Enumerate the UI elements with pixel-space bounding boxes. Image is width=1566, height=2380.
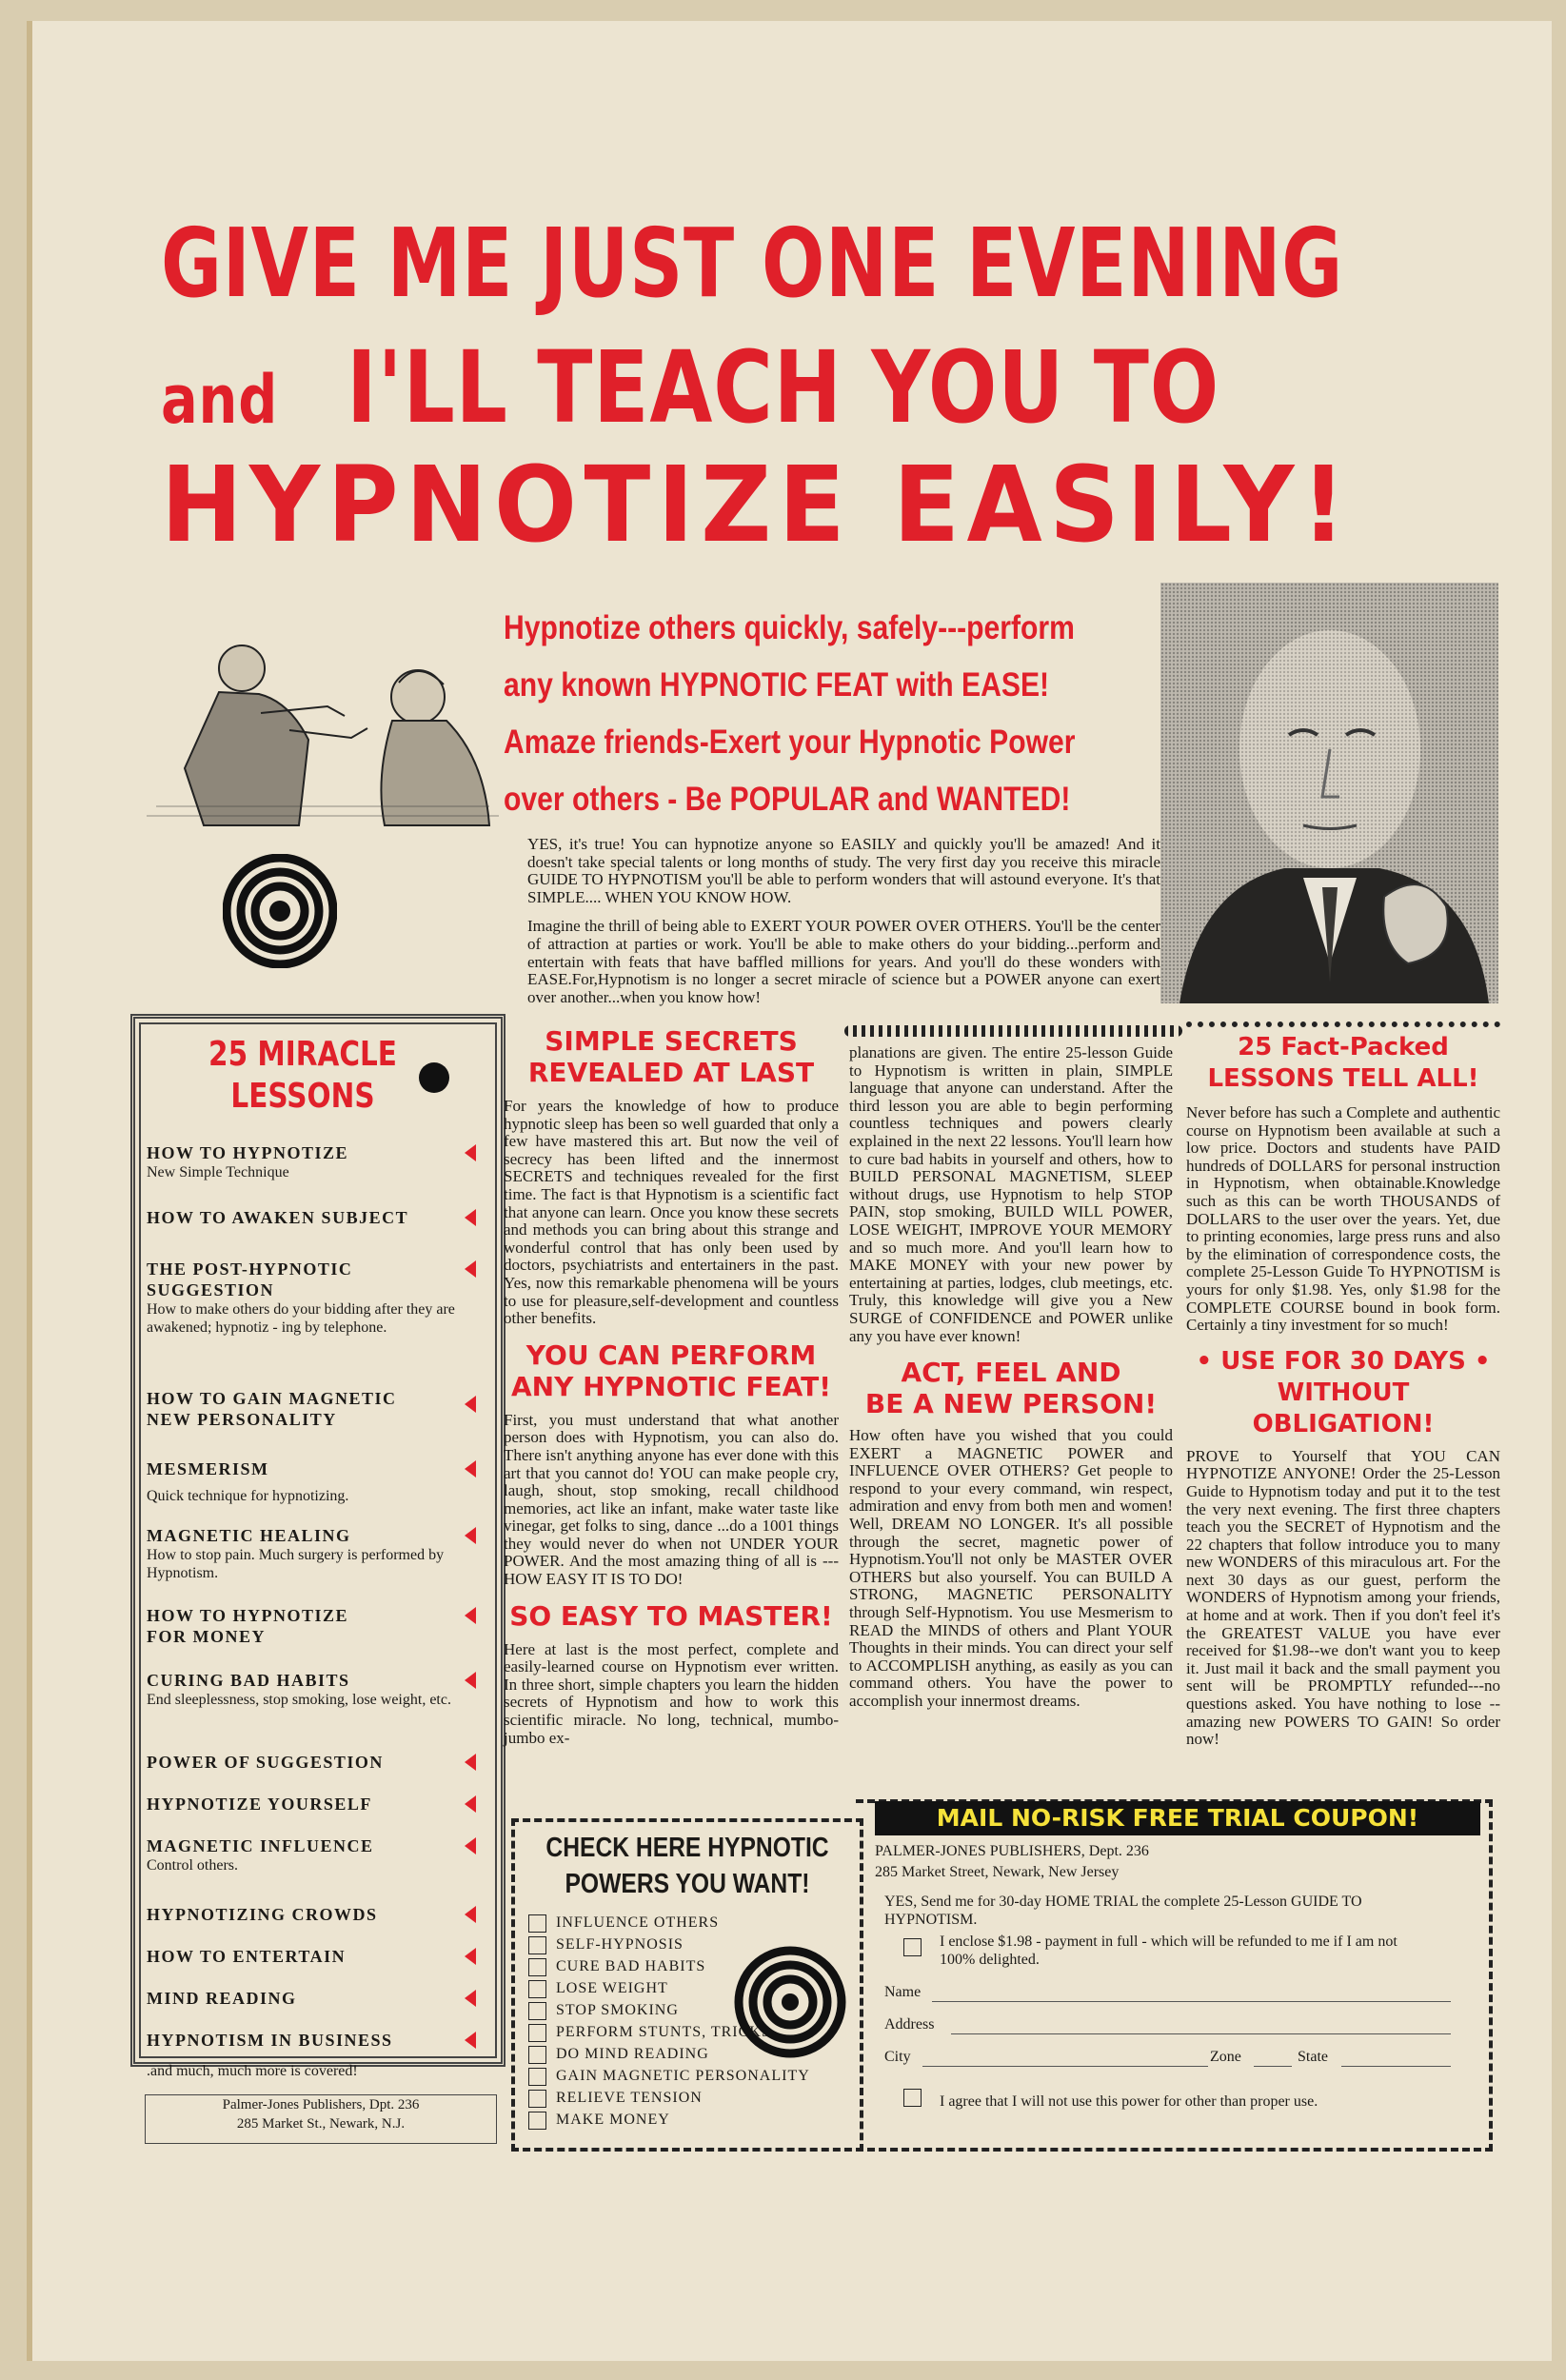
checklist-label: MAKE MONEY	[556, 2112, 670, 2128]
lesson-title: MIND READING	[147, 1989, 297, 2008]
lessons-title	[201, 1034, 404, 1118]
column-3	[1186, 1032, 1500, 1760]
lesson-title: MAGNETIC INFLUENCE	[147, 1836, 374, 1855]
lesson-title: MESMERISM	[147, 1459, 269, 1478]
red-arrow-icon	[465, 2032, 476, 2049]
coupon-address: 285 Market Street, Newark, New Jersey	[875, 1864, 1120, 1880]
checklist-label: GAIN MAGNETIC PERSONALITY	[556, 2068, 810, 2084]
red-arrow-icon	[465, 1260, 476, 1278]
subhead-line: over others - Be POPULAR and WANTED!	[504, 781, 1071, 818]
checklist-label: LOSE WEIGHT	[556, 1980, 668, 1996]
lessons-title-line: 25 MIRACLE	[208, 1035, 397, 1074]
lesson-title: HOW TO AWAKEN SUBJECT	[147, 1208, 409, 1227]
coupon-enclose-text: I enclose $1.98 - payment in full - which will be refunded to me if I am not 100% delighted.	[940, 1934, 1398, 1968]
lesson-item	[147, 1388, 486, 1430]
lessons-footer: .and much, much more is covered!	[147, 2063, 358, 2079]
body-paragraph: PROVE to Yourself that YOU CAN HYPNOTIZE ANYONE! Order the 25-Lesson Guide to Hypnotism today and put it to the test the very next evening. The first three chapters teach you the SECRET of Hypnotism and the 22 chapters that follow introduce you to many new WONDERS of this miraculous art. For the next 30 days as our guest, perform the WONDERS of Hypnotism among your friends, at home and at work. Then if you don't feel it's the GREATEST VALUE you have ever received for $1.98--we don't want you to keep it. Just mail it back and the small payment you sent will be PROMPTLY refunded---no questions asked. You have nothing to lose -- amazing new POWERS TO GAIN! So order now!	[1186, 1446, 1500, 1749]
lesson-desc: New Simple Technique	[147, 1164, 289, 1180]
section-heading: 25 Fact-Packed LESSONS TELL ALL!	[1207, 1033, 1479, 1093]
red-arrow-icon	[465, 1672, 476, 1689]
section-heading: • USE FOR 30 DAYS • WITHOUT OBLIGATION!	[1196, 1346, 1491, 1438]
red-arrow-icon	[465, 1144, 476, 1161]
lesson-item	[147, 1605, 486, 1647]
lesson-title: HOW TO HYPNOTIZE	[147, 1143, 349, 1162]
bullet-dot-icon	[419, 1062, 449, 1093]
spiral-icon	[734, 1946, 846, 2058]
checklist-label: PERFORM STUNTS, TRICKS	[556, 2024, 771, 2040]
hypnotist-illustration	[147, 625, 499, 830]
section-heading: ACT, FEEL AND BE A NEW PERSON!	[864, 1357, 1158, 1420]
body-paragraph: Never before has such a Complete and authentic course on Hypnotism been available at such a low price. Doctors and students have PAID hundreds of DOLLARS for personal instruction in Hypnotism, when obtainable.Knowledge such as this can be worth THOUSANDS of DOLLARS to the user over the years. Yet, due to printing economies, large press runs and also by the elimination of correspondence costs, the complete 25-Lesson Guide To HYPNOTISM is yours for only $1.98. Yes, only $1.98 for the COMPLETE COURSE bound in book form. Certainly a tiny investment for so much!	[1186, 1103, 1500, 1335]
lesson-item	[147, 2030, 486, 2051]
column-1	[504, 1025, 839, 1758]
lesson-title: HYPNOTISM IN BUSINESS	[147, 2031, 393, 2050]
checklist-label: RELIEVE TENSION	[556, 2090, 703, 2106]
subhead-line: any known HYPNOTIC FEAT with EASE!	[504, 666, 1050, 704]
red-arrow-icon	[465, 1906, 476, 1923]
lesson-desc: How to make others do your bidding after they are awakened; hypnotiz - ing by telephone.	[147, 1301, 455, 1336]
lesson-item	[147, 1988, 486, 2009]
powers-checklist	[511, 1818, 863, 2152]
checklist-label: SELF-HYPNOSIS	[556, 1936, 684, 1953]
checkbox[interactable]	[528, 2112, 546, 2130]
name-field[interactable]	[932, 2001, 1451, 2002]
red-arrow-icon	[465, 1837, 476, 1854]
spiral-icon	[223, 854, 337, 968]
lesson-title: HYPNOTIZING CROWDS	[147, 1905, 378, 1924]
red-arrow-icon	[465, 1396, 476, 1413]
zone-field[interactable]	[1254, 2066, 1292, 2067]
loop-border	[844, 1025, 1182, 1037]
lesson-title: CURING BAD HABITS	[147, 1671, 350, 1690]
checklist-title-line: POWERS YOU WANT!	[565, 1869, 810, 1899]
state-field[interactable]	[1341, 2066, 1451, 2067]
name-label: Name	[884, 1984, 922, 2000]
intro-text	[527, 836, 1160, 1018]
lessons-box	[139, 1022, 497, 2058]
lessons-title-line: LESSONS	[230, 1077, 375, 1116]
checklist-item[interactable]	[528, 1912, 860, 1934]
checklist-label: DO MIND READING	[556, 2046, 709, 2062]
lesson-item	[147, 1835, 486, 1874]
checkbox[interactable]	[528, 2046, 546, 2064]
checkbox[interactable]	[528, 1958, 546, 1976]
lesson-item	[147, 1794, 486, 1815]
checklist-label: CURE BAD HABITS	[556, 1958, 706, 1974]
red-arrow-icon	[465, 1795, 476, 1813]
author-portrait	[1160, 583, 1498, 1003]
publisher-line: Palmer-Jones Publishers, Dpt. 236	[222, 2097, 420, 2112]
lesson-item	[147, 1525, 486, 1582]
ad-page	[27, 21, 1552, 2361]
checkbox[interactable]	[528, 2024, 546, 2042]
checklist-item[interactable]	[528, 2109, 860, 2131]
section-heading: SIMPLE SECRETS REVEALED AT LAST	[527, 1025, 815, 1088]
checklist-item[interactable]	[528, 2087, 860, 2109]
checkbox[interactable]	[528, 1936, 546, 1954]
lesson-item	[147, 1670, 486, 1709]
checklist-title	[541, 1830, 834, 1902]
zone-label: Zone	[1210, 2049, 1241, 2065]
checklist-title-line: CHECK HERE HYPNOTIC	[545, 1833, 829, 1863]
checklist-item[interactable]	[528, 2065, 860, 2087]
lesson-desc: How to stop pain. Much surgery is performed by Hypnotism.	[147, 1547, 445, 1581]
lesson-item	[147, 1904, 486, 1925]
headline-line-1: GIVE ME JUST ONE EVENING	[161, 208, 1344, 319]
lesson-item	[147, 1458, 486, 1505]
section-heading: SO EASY TO MASTER!	[509, 1599, 833, 1632]
lesson-title: MAGNETIC HEALING	[147, 1526, 351, 1545]
lesson-title: HOW TO ENTERTAIN	[147, 1947, 347, 1966]
agree-checkbox[interactable]	[903, 2089, 922, 2107]
body-paragraph: For years the knowledge of how to produce hypnotic sleep has been so well guarded that only a few have mastered this art. But now the veil of secrecy has been lifted and the innermost SECRETS and techniques revealed for the first time. The fact is that Hypnotism is a scientific fact that anyone can learn. Once you know these secrets and methods you can bring about this strange and wonderful control that has only been used by doctors, psychiatrists and entertainers in the past. Yes, now this remarkable phenomena will be yours to use for pleasure,self-development and countless other benefits.	[504, 1097, 839, 1328]
coupon-banner: MAIL NO-RISK FREE TRIAL COUPON!	[875, 1801, 1480, 1835]
coupon-agree-text: I agree that I will not use this power for other than proper use.	[940, 2093, 1318, 2110]
lesson-title: THE POST-HYPNOTIC SUGGESTION	[147, 1259, 353, 1299]
column-2	[849, 1044, 1173, 1722]
subhead-line: Hypnotize others quickly, safely---perform	[504, 609, 1075, 646]
trial-coupon	[856, 1799, 1493, 2152]
section-heading: YOU CAN PERFORM ANY HYPNOTIC FEAT!	[510, 1339, 832, 1402]
lesson-title: POWER OF SUGGESTION	[147, 1753, 384, 1772]
lesson-desc: Quick technique for hypnotizing.	[147, 1488, 349, 1504]
lesson-desc: Control others.	[147, 1857, 238, 1874]
lesson-item	[147, 1259, 486, 1337]
intro-paragraph: Imagine the thrill of being able to EXERT YOUR POWER OVER OTHERS. You'll be the center of attraction at parties or work. You'll be able to make others do your bidding...perform and entertain with feats that have baffled millions for years. And you'll do these wonders with EASE.For,Hypnotism is no longer a secret miracle of science but a POWER anyone can exert over another...when you know how!	[527, 917, 1160, 1006]
lesson-item	[147, 1946, 486, 1967]
body-paragraph: First, you must understand that what another person does with Hypnotism, you can also do. There isn't anything anyone has ever done with this art that you cannot do! YOU can make people cry, laugh, shout, stop smoking, recall childhood memories, act like an infant, make water taste like vinegar, get folks to sing, dance ...do a 1001 things they would never do when not UNDER YOUR POWER. And the most amazing thing of all is --- HOW EASY IT IS TO DO!	[504, 1410, 839, 1589]
lesson-item	[147, 1207, 486, 1228]
city-field[interactable]	[922, 2066, 1208, 2067]
headline-line-2: I'LL TEACH YOU TO	[347, 329, 1220, 446]
red-arrow-icon	[465, 1948, 476, 1965]
address-field[interactable]	[951, 2033, 1451, 2034]
lesson-desc: End sleeplessness, stop smoking, lose weight, etc.	[147, 1692, 451, 1708]
lesson-title: HOW TO HYPNOTIZE FOR MONEY	[147, 1606, 349, 1646]
checkbox[interactable]	[528, 1914, 546, 1933]
enclose-checkbox[interactable]	[903, 1938, 922, 1956]
red-arrow-icon	[465, 1460, 476, 1478]
state-label: State	[1298, 2049, 1328, 2065]
red-arrow-icon	[465, 1527, 476, 1544]
subhead-line: Amaze friends-Exert your Hypnotic Power	[504, 724, 1076, 761]
red-arrow-icon	[465, 1607, 476, 1624]
red-arrow-icon	[465, 1209, 476, 1226]
lesson-title: HYPNOTIZE YOURSELF	[147, 1795, 372, 1814]
checkbox[interactable]	[528, 1980, 546, 1998]
coupon-yes-text: YES, Send me for 30-day HOME TRIAL the complete 25-Lesson GUIDE TO HYPNOTISM.	[884, 1894, 1362, 1928]
checkbox[interactable]	[528, 2068, 546, 2086]
red-arrow-icon	[465, 1990, 476, 2007]
body-paragraph: planations are given. The entire 25-lesson Guide to Hypnotism is written in plain, SIMPLE language that anyone can understand. After the third lesson you are able to begin performing countless techniques and powers clearly explained in the next 22 lessons. You'll learn how to cure bad habits in yourself and others, how to BUILD PERSONAL MAGNETISM, SLEEP without drugs, use Hypnotism to help STOP PAIN, stop smoking, BUILD WILL POWER, LOSE WEIGHT, IMPROVE YOUR MEMORY and so much more. And you'll learn how to MAKE MONEY with your new power by entertaining at parties, lodges, club meetings, etc. Truly, this knowledge will give you a New SURGE of CONFIDENCE and POWER unlike any you have ever known!	[849, 1043, 1173, 1345]
publisher-address-box	[145, 2094, 497, 2144]
publisher-line: 285 Market St., Newark, N.J.	[236, 2116, 406, 2132]
lesson-item	[147, 1142, 486, 1181]
body-paragraph: How often have you wished that you could EXERT a MAGNETIC POWER and INFLUENCE OVER OTHERS? Get people to respond to your every command, win respect, admiration and envy from both men and women! Well, DREAM NO LONGER. It's all possible through the secret, magnetic power of Hypnotism.You'll not only be MASTER OVER OTHERS but also yourself. You can BUILD A STRONG, MAGNETIC PERSONALITY through Self-Hypnotism. You use Mesmerism to READ the MINDS of others and Plant YOUR Thoughts in their minds. You can direct your self to ACCOMPLISH anything, as easily as you can command others. You have the power to accomplish your innermost dreams.	[849, 1426, 1173, 1710]
lesson-item	[147, 1752, 486, 1773]
checklist-label: INFLUENCE OTHERS	[556, 1914, 720, 1931]
checkbox[interactable]	[528, 2002, 546, 2020]
intro-paragraph: YES, it's true! You can hypnotize anyone so EASILY and quickly you'll be amazed! And it doesn't take special talents or long months of study. The very first day you receive this miracle GUIDE TO HYPNOTISM you'll be able to perform wonders that will astound everyone. It's that SIMPLE.... WHEN YOU KNOW HOW.	[527, 835, 1160, 906]
dotted-divider	[1186, 1021, 1500, 1027]
headline-and: and	[161, 361, 279, 439]
headline-line-3: HYPNOTIZE EASILY!	[161, 444, 1354, 565]
checklist-label: STOP SMOKING	[556, 2002, 679, 2018]
city-label: City	[884, 2049, 911, 2065]
subhead	[504, 600, 1189, 828]
body-paragraph: Here at last is the most perfect, complete and easily-learned course on Hypnotism ever written. In three short, simple chapters you learn the hidden secrets of Hypnotism and how to work this scientific miracle. No long, technical, mumbo-jumbo ex-	[504, 1639, 839, 1747]
lesson-title: HOW TO GAIN MAGNETIC NEW PERSONALITY	[147, 1389, 397, 1429]
checkbox[interactable]	[528, 2090, 546, 2108]
red-arrow-icon	[465, 1754, 476, 1771]
address-label: Address	[884, 2016, 935, 2033]
coupon-publisher: PALMER-JONES PUBLISHERS, Dept. 236	[875, 1843, 1149, 1859]
